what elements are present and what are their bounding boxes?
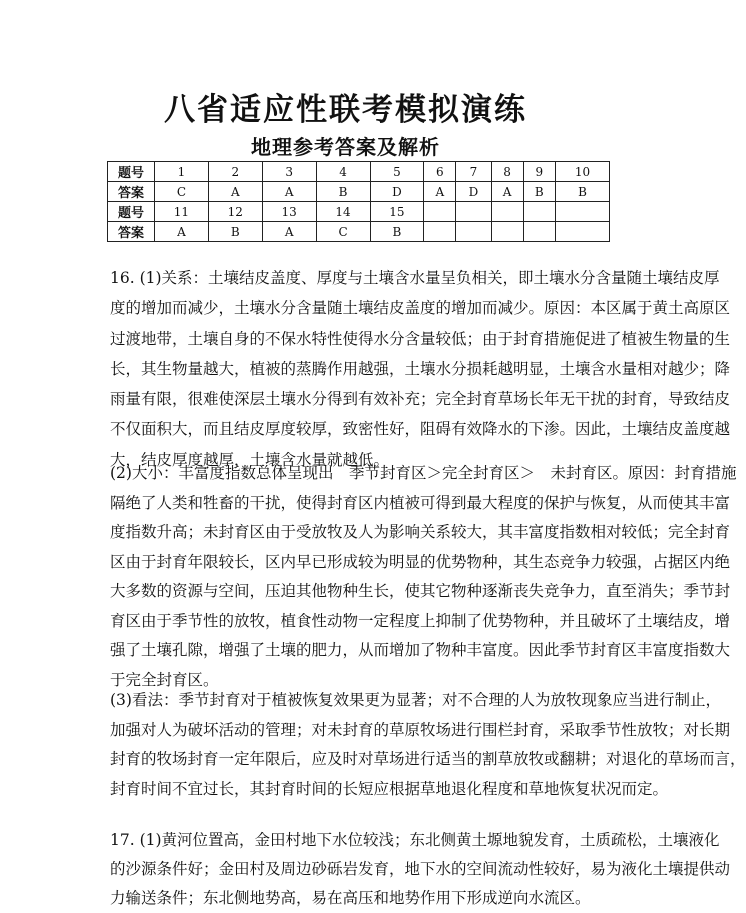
text-line: 度的增加而减少，土壤水分含量随土壤结皮盖度的增加而减少。原因：本区属于黄土高原区 [110, 299, 731, 318]
answer-cell: B [370, 222, 424, 242]
question-number-cell: 15 [370, 202, 424, 222]
answer-cell: B [523, 182, 556, 202]
answer-cell [523, 222, 556, 242]
question-number-cell [523, 202, 556, 222]
text-line: 于完全封育区。 [110, 670, 219, 689]
text-line: 大多数的资源与空间，压迫其他物种生长，使其它物种逐渐丧失竞争力，直至消失；季节封 [110, 582, 731, 600]
text-line: 17. (1)黄河位置高，金田村地下水位较浅；东北侧黄土塬地貌发育，土质疏松，土壤液化 [110, 831, 720, 849]
answer-16-part-3 [110, 686, 746, 804]
text-line: 大，结皮厚度越厚，土壤含水量就越低。 [110, 450, 390, 469]
answer-17-part-1 [110, 826, 731, 913]
answer-cell: C [316, 222, 370, 242]
text-line: 强了土壤孔隙，增强了土壤的肥力，从而增加了物种丰富度。因此季节封育区丰富度指数大 [110, 641, 731, 659]
text-line: 16. (1)关系：土壤结皮盖度、厚度与土壤含水量呈负相关，即土壤水分含量随土壤结皮厚 [110, 269, 720, 287]
question-number-cell: 11 [155, 202, 209, 222]
document-title: 八省适应性联考模拟演练 [164, 92, 527, 128]
answer-cell: A [424, 182, 456, 202]
question-number-cell: 4 [316, 162, 370, 182]
question-number-cell: 1 [155, 162, 209, 182]
text-line: 封育的牧场封育一定年限后，应及时对草场进行适当的割草放牧或翻耕；对退化的草场而言， [110, 750, 746, 768]
question-number-cell [424, 202, 456, 222]
question-number-cell: 9 [523, 162, 556, 182]
answer-cell: B [208, 222, 262, 242]
question-number-cell: 3 [262, 162, 316, 182]
answer-cell: A [491, 182, 523, 202]
answer-row [108, 222, 610, 242]
answer-cell: A [208, 182, 262, 202]
answer-cell [491, 222, 523, 242]
question-number-cell: 14 [316, 202, 370, 222]
text-line: 的沙源条件好；金田村及周边砂砾岩发育，地下水的空间流动性较好，易为液化土壤提供动 [110, 860, 731, 878]
question-number-cell: 12 [208, 202, 262, 222]
question-number-cell [491, 202, 523, 222]
text-line: (3)看法：季节封育对于植被恢复效果更为显著；对不合理的人为放牧现象应当进行制止， [110, 691, 721, 709]
question-number-cell: 13 [262, 202, 316, 222]
row-label: 答案 [108, 222, 155, 242]
document-subtitle: 地理参考答案及解析 [251, 135, 440, 159]
question-number-cell: 7 [456, 162, 491, 182]
answer-cell [424, 222, 456, 242]
answer-cell [456, 222, 491, 242]
answer-cell: A [262, 222, 316, 242]
text-line: 不仅面积大，而且结皮厚度较厚，致密性好，阻碍有效降水的下渗。因此，土壤结皮盖度越 [110, 420, 731, 439]
question-number-cell [556, 202, 610, 222]
answer-cell: D [370, 182, 424, 202]
text-line: 封育时间不宜过长，其封育时间的长短应根据草地退化程度和草地恢复状况而定。 [110, 779, 669, 798]
answer-row [108, 182, 610, 202]
text-line: 度指数升高；未封育区由于受放牧及人为影响关系较大，其丰富度指数相对较低；完全封育 [110, 523, 731, 541]
row-label: 题号 [108, 162, 155, 182]
answer-cell: A [262, 182, 316, 202]
text-line: 雨量有限，很难使深层土壤水分得到有效补充；完全封育草场长年无干扰的封育，导致结皮 [110, 390, 731, 409]
answer-cell: B [316, 182, 370, 202]
question-number-row [108, 162, 610, 182]
answer-cell: C [155, 182, 209, 202]
text-line: 育区由于季节性的放牧，植食性动物一定程度上抑制了优势物种，并且破坏了土壤结皮，增 [110, 611, 731, 630]
answer-16-part-2 [110, 459, 737, 695]
text-line: 隔绝了人类和牲畜的干扰，使得封育区内植被可得到最大程度的保护与恢复，从而使其丰富 [110, 493, 731, 512]
question-number-cell: 8 [491, 162, 523, 182]
answer-cell: B [556, 182, 610, 202]
row-label: 题号 [108, 202, 155, 222]
question-number-cell: 6 [424, 162, 456, 182]
question-number-cell: 2 [208, 162, 262, 182]
text-line: (2)大小：丰富度指数总体呈现出 季节封育区＞完全封育区＞ 未封育区。原因：封育措施 [110, 464, 737, 482]
text-line: 过渡地带，土壤自身的不保水特性使得水分含量较低；由于封育措施促进了植被生物量的生 [110, 329, 731, 348]
text-line: 长，其生物量越大，植被的蒸腾作用越强，土壤水分损耗越明显，土壤含水量相对越少；降 [110, 359, 731, 378]
text-line: 力输送条件；东北侧地势高，易在高压和地势作用下形成逆向水流区。 [110, 889, 591, 907]
question-number-row [108, 202, 610, 222]
answer-table [107, 161, 610, 242]
answer-cell [556, 222, 610, 242]
text-line: 区由于封育年限较长，区内早已形成较为明显的优势物种，其生态竞争力较强，占据区内绝 [110, 552, 731, 571]
question-number-cell: 10 [556, 162, 610, 182]
row-label: 答案 [108, 182, 155, 202]
answer-cell: A [155, 222, 209, 242]
question-number-cell: 5 [370, 162, 424, 182]
answer-cell: D [456, 182, 491, 202]
text-line: 加强对人为破坏活动的管理；对未封育的草原牧场进行围栏封育，采取季节性放牧；对长期 [110, 720, 731, 739]
question-number-cell [456, 202, 491, 222]
